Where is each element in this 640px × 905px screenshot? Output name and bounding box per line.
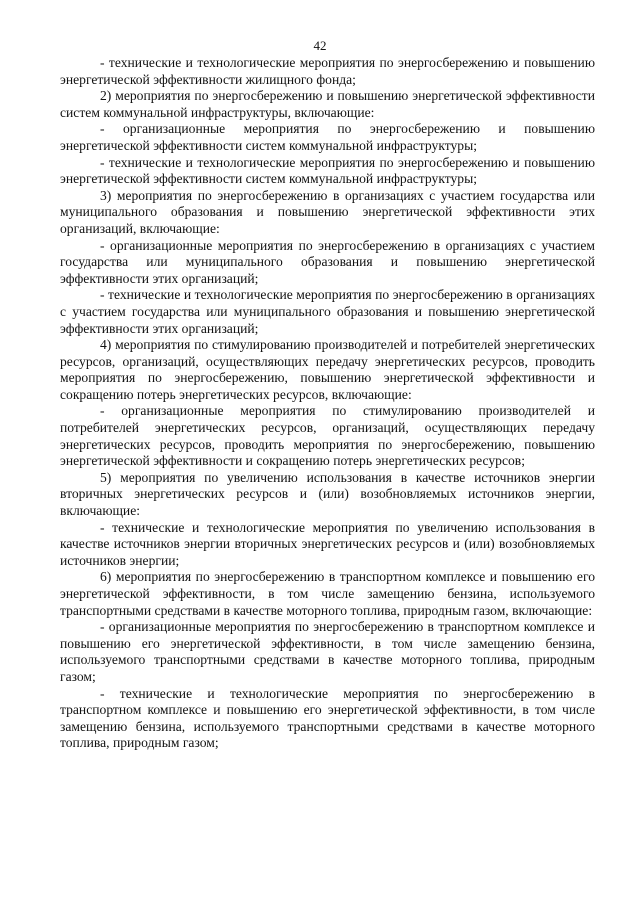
body-text [60,55,595,752]
paragraph: - организационные мероприятия по энергосбережению в транспортном комплексе и повышению его энергетической эффективности, в том числе замещению бензина, используемого транспортными средствами в качестве моторного топлива, природным газом; [60,619,595,684]
paragraph: 4) мероприятия по стимулированию производителей и потребителей энергетических ресурсов, организаций, осуществляющих передачу энергетических ресурсов, проводить мероприятия по энергосбережению, повышению энергетической эффективности и сокращению потерь энергетических ресурсов, включающие: [60,337,595,402]
paragraph: 3) мероприятия по энергосбережению в организациях с участием государства или муниципального образования и повышению энергетической эффективности этих организаций, включающие: [60,187,595,236]
paragraph: - технические и технологические мероприятия по энергосбережению и повышению энергетической эффективности систем коммунальной инфраструктуры; [60,154,595,187]
paragraph: - организационные мероприятия по энергосбережению и повышению энергетической эффективности систем коммунальной инфраструктуры; [60,121,595,153]
paragraph: 5) мероприятия по увеличению использования в качестве источников энергии вторичных энергетических ресурсов и (или) возобновляемых источников энергии, включающие: [60,469,595,519]
paragraph: - технические и технологические мероприятия по увеличению использования в качестве источников энергии вторичных энергетических ресурсов и (или) возобновляемых источников энергии; [60,519,595,568]
paragraph: 6) мероприятия по энергосбережению в транспортном комплексе и повышению его энергетической эффективности, в том числе замещению бензина, используемого транспортными средствами в качестве моторного топлива, природным газом, включающие: [60,569,595,618]
paragraph: 2) мероприятия по энергосбережению и повышению энергетической эффективности систем коммунальной инфраструктуры, включающие: [60,88,595,120]
paragraph: - технические и технологические мероприятия по энергосбережению и повышению энергетической эффективности жилищного фонда; [60,55,595,87]
paragraph: - технические и технологические мероприятия по энергосбережению в организациях с участием государства или муниципального образования и повышению энергетической эффективности этих организаций; [60,287,595,336]
paragraph: - организационные мероприятия по энергосбережению в организациях с участием государства или муниципального образования и повышению энергетической эффективности этих организаций; [60,237,595,286]
page-number: 42 [313,38,327,53]
paragraph: - технические и технологические мероприятия по энергосбережению в транспортном комплексе и повышению его энергетической эффективности, в том числе замещению бензина, используемого транспортными средствами в качестве моторного топлива, природным газом; [60,685,595,751]
paragraph: - организационные мероприятия по стимулированию производителей и потребителей энергетических ресурсов, организаций, осуществляющих передачу энергетических ресурсов, проводить мероприятия по энергосбережению, повышению энергетической эффективности и сокращению потерь энергетических ресурсов; [60,403,595,469]
